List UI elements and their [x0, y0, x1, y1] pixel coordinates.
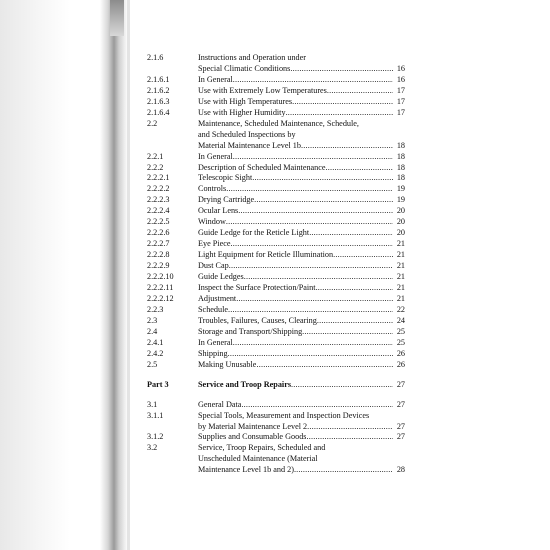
dot-leader	[301, 141, 393, 152]
toc-section-number	[147, 130, 198, 141]
dot-leader	[252, 173, 393, 184]
toc-title: Maintenance, Scheduled Maintenance, Schedule,	[198, 118, 359, 128]
toc-page-number: 25	[396, 337, 405, 347]
toc-entry	[147, 163, 405, 174]
toc-title: Special Climatic Conditions	[198, 63, 291, 73]
toc-entry	[147, 272, 405, 283]
toc-title: Adjustment	[198, 293, 237, 303]
toc-page-number: 27	[396, 379, 405, 389]
scan-left-shadow	[0, 0, 70, 550]
toc-entry	[147, 228, 405, 239]
toc-entry	[147, 108, 405, 119]
dot-leader	[229, 261, 393, 272]
toc-title: Special Tools, Measurement and Inspection Devices	[198, 410, 370, 420]
toc-section-number	[147, 422, 198, 433]
toc-title: and Scheduled Inspections by	[198, 129, 296, 139]
toc-section-number	[147, 141, 198, 152]
toc-entry	[147, 432, 405, 443]
dot-leader	[306, 432, 393, 443]
dot-leader	[316, 283, 393, 294]
toc-section-number: 2.2.1	[147, 151, 164, 161]
toc-section-number: 2.4	[147, 326, 158, 336]
toc-section-number: 3.1.1	[147, 410, 164, 420]
dot-leader	[226, 217, 393, 228]
toc-page-number: 21	[396, 250, 405, 260]
toc-title: Window	[198, 217, 226, 227]
toc-page-number: 21	[396, 272, 405, 282]
toc-entry	[147, 184, 405, 195]
toc-section-number: 2.2.2.10	[147, 272, 174, 282]
toc-page-number: 25	[396, 326, 405, 336]
toc-section-number: 2.2.3	[147, 304, 164, 314]
toc-section-number: 2.2.2.8	[147, 250, 170, 260]
toc-entry	[147, 411, 405, 422]
dot-leader	[309, 228, 393, 239]
toc-title: Troubles, Failures, Causes, Clearing	[198, 315, 317, 325]
toc-title: Telescopic Sight	[198, 173, 253, 183]
dot-leader	[302, 327, 393, 338]
toc-entry-continuation	[147, 130, 405, 141]
toc-title: Supplies and Consumable Goods	[198, 432, 307, 442]
toc-title: In General	[198, 151, 233, 161]
toc-page-number: 20	[396, 228, 405, 238]
toc-section-number: Part 3	[147, 379, 169, 389]
toc-title: Instructions and Operation under	[198, 53, 307, 62]
toc-page-number: 21	[396, 293, 405, 303]
toc-page-number: 21	[396, 283, 405, 293]
toc-page-number: 21	[396, 239, 405, 249]
toc-page-number: 17	[396, 96, 405, 106]
toc-entry	[147, 327, 405, 338]
toc-title: Drying Cartridge	[198, 195, 255, 205]
dot-leader	[226, 184, 393, 195]
toc-section-number: 2.2.2.2	[147, 184, 170, 194]
toc-section-number: 3.1.2	[147, 432, 164, 442]
toc-entry	[147, 152, 405, 163]
toc-title: Material Maintenance Level 1b	[198, 140, 301, 150]
toc-entry	[147, 53, 405, 64]
toc-section-number: 2.3	[147, 315, 158, 325]
dot-leader	[228, 349, 393, 360]
toc-entry	[147, 119, 405, 130]
toc-page-number: 22	[396, 304, 405, 314]
toc-entry-continuation	[147, 64, 405, 75]
toc-section-number: 2.1.6	[147, 53, 164, 62]
toc-section-number: 2.2.2.9	[147, 261, 170, 271]
toc-entry	[147, 360, 405, 371]
toc-title: Making Unusable	[198, 359, 257, 369]
toc-page-number: 21	[396, 261, 405, 271]
toc-entry-continuation	[147, 465, 405, 476]
toc-entry	[147, 97, 405, 108]
toc-page-number: 19	[396, 195, 405, 205]
toc-title: Storage and Transport/Shipping	[198, 326, 303, 336]
toc-section-number: 2.2.2.5	[147, 217, 170, 227]
toc-title: In General	[198, 337, 233, 347]
toc-title: Inspect the Surface Protection/Paint	[198, 283, 316, 293]
toc-page-number: 18	[396, 173, 405, 183]
table-of-contents	[147, 53, 405, 476]
toc-section-number: 2.5	[147, 359, 158, 369]
toc-entry	[147, 316, 405, 327]
toc-entry	[147, 400, 405, 411]
toc-title: Dust Cap	[198, 261, 229, 271]
toc-section-number: 3.2	[147, 443, 158, 453]
toc-section-number: 3.1	[147, 399, 158, 409]
toc-page-number: 27	[396, 399, 405, 409]
dot-leader	[228, 305, 393, 316]
toc-entry	[147, 338, 405, 349]
toc-section-number	[147, 64, 198, 75]
toc-entry	[147, 349, 405, 360]
dot-leader	[307, 422, 393, 433]
toc-entry	[147, 443, 405, 454]
toc-page-number: 27	[396, 432, 405, 442]
toc-title: by Material Maintenance Level 2	[198, 421, 308, 431]
dot-leader	[327, 86, 393, 97]
toc-title: Service, Troop Repairs, Scheduled and	[198, 443, 326, 453]
toc-section-number: 2.4.2	[147, 348, 164, 358]
toc-page-number: 17	[396, 85, 405, 95]
spine-top-mark	[110, 0, 124, 36]
toc-entry	[147, 75, 405, 86]
toc-title: Maintenance Level 1b and 2)	[198, 465, 294, 475]
toc-section-number: 2.1.6.4	[147, 107, 170, 117]
book-spine-shadow	[100, 0, 128, 550]
toc-section-number: 2.1.6.1	[147, 74, 170, 84]
toc-entry-continuation	[147, 141, 405, 152]
toc-title: Use with Higher Humidity	[198, 107, 286, 117]
dot-leader	[244, 272, 393, 283]
toc-title: Eye Piece	[198, 239, 231, 249]
toc-title: In General	[198, 74, 233, 84]
toc-page-number: 17	[396, 107, 405, 117]
dot-leader	[317, 316, 393, 327]
toc-page-number: 18	[396, 140, 405, 150]
page-edge	[127, 0, 130, 550]
toc-title: Light Equipment for Reticle Illumination	[198, 250, 334, 260]
toc-title: Ocular Lens	[198, 206, 239, 216]
dot-leader	[290, 64, 393, 75]
toc-entry	[147, 86, 405, 97]
toc-title: Service and Troop Repairs	[198, 379, 292, 389]
toc-section-number: 2.2.2.7	[147, 239, 170, 249]
dot-leader	[233, 338, 393, 349]
toc-section-number: 2.1.6.2	[147, 85, 170, 95]
toc-entry	[147, 305, 405, 316]
toc-entry	[147, 380, 405, 391]
toc-section-number: 2.2.2.6	[147, 228, 170, 238]
toc-entry	[147, 250, 405, 261]
dot-leader	[326, 163, 393, 174]
toc-entry	[147, 294, 405, 305]
dot-leader	[241, 400, 393, 411]
toc-title: Description of Scheduled Maintenance	[198, 162, 326, 172]
dot-leader	[256, 360, 393, 371]
dot-leader	[286, 108, 393, 119]
toc-title: Use with High Temperatures	[198, 96, 293, 106]
toc-page-number: 28	[396, 465, 405, 475]
toc-entry-continuation	[147, 422, 405, 433]
toc-page-number: 27	[396, 421, 405, 431]
section-gap	[147, 391, 405, 400]
toc-page-number: 18	[396, 151, 405, 161]
toc-entry	[147, 239, 405, 250]
dot-leader	[233, 152, 393, 163]
toc-section-number: 2.2	[147, 118, 158, 128]
dot-leader	[291, 380, 393, 391]
toc-page-number: 16	[396, 74, 405, 84]
toc-section-number: 2.2.2.12	[147, 293, 174, 303]
toc-page-number: 20	[396, 206, 405, 216]
toc-page-number: 26	[396, 359, 405, 369]
toc-section-number: 2.2.2.4	[147, 206, 170, 216]
toc-page-number: 20	[396, 217, 405, 227]
toc-entry	[147, 283, 405, 294]
toc-title: Controls	[198, 184, 227, 194]
toc-section-number: 2.2.2	[147, 162, 164, 172]
toc-section-number: 2.2.2.11	[147, 283, 174, 293]
dot-leader	[231, 239, 393, 250]
toc-page-number: 24	[396, 315, 405, 325]
toc-title: Guide Ledges	[198, 272, 244, 282]
toc-title: Schedule	[198, 304, 229, 314]
toc-section-number: 2.2.2.1	[147, 173, 170, 183]
toc-section-number: 2.4.1	[147, 337, 164, 347]
toc-entry	[147, 217, 405, 228]
toc-entry-continuation	[147, 454, 405, 465]
toc-title: General Data	[198, 399, 242, 409]
dot-leader	[233, 75, 393, 86]
toc-section-number: 2.1.6.3	[147, 96, 170, 106]
section-gap	[147, 371, 405, 380]
toc-entry	[147, 261, 405, 272]
toc-page-number: 16	[396, 63, 405, 73]
toc-section-number	[147, 454, 198, 465]
dot-leader	[238, 206, 393, 217]
toc-entry	[147, 206, 405, 217]
toc-entry	[147, 173, 405, 184]
toc-section-number: 2.2.2.3	[147, 195, 170, 205]
dot-leader	[236, 294, 393, 305]
dot-leader	[292, 97, 393, 108]
toc-page-number: 26	[396, 348, 405, 358]
toc-title: Use with Extremely Low Temperatures	[198, 85, 327, 95]
dot-leader	[294, 465, 393, 476]
dot-leader	[333, 250, 393, 261]
toc-title: Unscheduled Maintenance (Material	[198, 454, 318, 464]
dot-leader	[254, 195, 393, 206]
toc-title: Shipping	[198, 348, 228, 358]
toc-section-number	[147, 465, 198, 476]
toc-page-number: 19	[396, 184, 405, 194]
toc-page-number: 18	[396, 162, 405, 172]
toc-title: Guide Ledge for the Reticle Light	[198, 228, 310, 238]
toc-entry	[147, 195, 405, 206]
